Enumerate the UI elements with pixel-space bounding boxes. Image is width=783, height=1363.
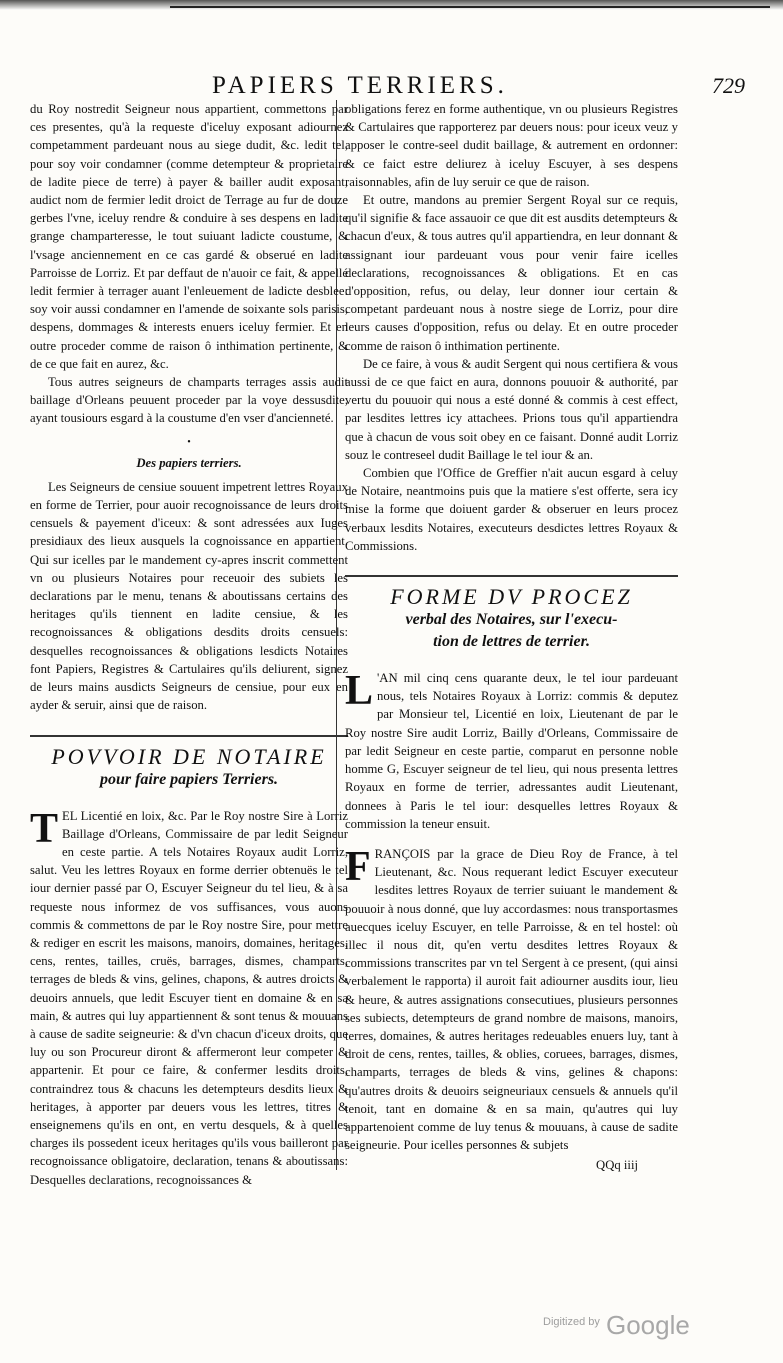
drop-cap: F: [345, 843, 371, 890]
google-watermark: Google: [606, 1310, 690, 1340]
left-column: [30, 100, 348, 1189]
section-rule: [345, 575, 678, 577]
drop-cap: T: [30, 805, 59, 852]
right-column: [345, 100, 678, 1175]
paragraph: obligations ferez en forme authentique, vn ou plusieurs Registres & Cartulaires que rapporterez par deuers nous: pour iceux veuz y apposer le contre-seel dudit baillage, & autrement en ordonner: & ce faict estre deliurez à iceluy Escuyer, à ses despens raisonnables, afin de luy seruir ce que de raison.: [345, 102, 678, 189]
paragraph: Les Seigneurs de censiue souuent impetrent lettres Royaux en forme de Terrier, pour auoir recognoissance de leurs droits censuels & payement d'iceux: & sont adressées aux Iuges presidiaux des lieux ausquels la cognoissance en appartient. Qui sur icelles par le mandement cy-apres inscrit commettent vn ou plusieurs Notaires pour receuoir des subiets les declarations par le menu, tenans & aboutissans certains des heritages qu'ils tiennent en ladite censiue, & les recognoissances & obligations desdits droits censuels: desquelles recognoissances & obligations lesdicts Notaires font Papiers, Registres & Cartulaires qu'ils deliurent, signez de leurs mains ausdicts Seigneurs de censiue, pour eux en ayder & seruir, ainsi que de raison.: [30, 479, 348, 713]
paragraph-with-dropcap: [345, 845, 678, 1154]
paragraph-with-dropcap: [30, 807, 348, 1189]
section-title: FORME DV PROCEZ: [390, 584, 633, 610]
section-subtitle: pour faire papiers Terriers.: [99, 770, 279, 788]
digitized-by-label: Digitized by: [543, 1316, 600, 1328]
paragraph: Combien que l'Office de Greffier n'ait aucun esgard à celuy de Notaire, neantmoins puis que la matiere s'est offerte, sera icy mise la forme que doiuent garder & obseruer en leurs procez verbaux lesdits Notaires, executeurs desdictes lettres Royaux & Commissions.: [345, 466, 678, 553]
section-rule: [30, 735, 348, 737]
ornament-dot: •: [187, 436, 191, 448]
catchword-signature: QQq iiij: [596, 1158, 638, 1173]
paragraph: du Roy nostredit Seigneur nous appartient, commettons par ces presentes, qu'à la requeste d'iceluy exposant adiournez competamment pardeuant nous au siege dudit, &c. ledit tel, pour soy voir condamner (comme detempteur & proprietaire de ladite piece de terre) à payer & bailler audit exposant, audict nom de fermier ledit droict de Terrage au fur de douze gerbes l'vne, iceluy rendre & conduire à ses despens en ladite grange champarteresse, le tout suiuant ladicte coustume, & l'vsage anciennement en ce cas gardé & obserué en ladite Parroisse de Lorriz. Et par deffaut de n'auoir ce fait, & appellé ledit fermier à terrager auant l'enleuement de ladicte desblee: soy voir aussi condamner en l'amende de soixante sols parisis, despens, dommages & interests enuers iceluy fermier. Et en outre proceder comme de raison ô inthimation pertinente, & de ce que fait en aurez, &c.: [30, 102, 348, 371]
page-number: 729: [712, 73, 745, 98]
paragraph-text: EL Licentié en loix, &c. Par le Roy nostre Sire à Lorriz Baillage d'Orleans, Commissaire de par ledit Seigneur en ceste partie. A tels Notaires Royaux audit Lorriz, salut. Veu les lettres Royaux en forme derrier obtenuës le tel iour dernier passé par O, Escuyer Seigneur du tel lieu, & à sa requeste nous informez de vos suffisances, vous auons commis & commettons de par le Roy nostre Sire, pour mettre & rediger en escrit les maisons, manoirs, domaines, heritages, cens, rentes, tailles, cruës, barrages, dismes, champarts, terrages de bleds & vins, gelines, chapons, & autres droicts & deuoirs annuels, que ledit Escuyer tient en domaine & en sa main, & autres qui luy appartiennent & sont tenus & mouuans à cause de sadite seigneurie: & d'vn chacun d'iceux droits, que luy ou son Procureur diront & affermeront leur competer & appartenir. Et pour ce faire, & confermer lesdits droits, contraindrez tous & chacuns les detempteurs desdits lieux & heritages, à apporter par deuers vous les lettres, titres & enseignemens qu'ils en ont, en vertu desquels, & à quelles charges ils possedent iceux heritages qu'ils vous bailleront par recognoissance obligatoire, declaration, tenans & aboutissans: Desquelles declarations, recognoissances &: [30, 808, 348, 1187]
paragraph-text: RANÇOIS par la grace de Dieu Roy de France, à tel Lieutenant, &c. Nous requerant ledict Escuyer executeur lesdites lettres Royaux de terrier suiuant le mandement & pouuoir à nous donné, que luy accordasmes: nous transportasmes auecques iceluy Escuyer, en telle Parroisse, & en tel hostel: où illec il nous dit, qu'en vertu desdites lettres Royaux & commissions transcrites par vn tel Sergent à ce present, (qui ainsi verbalement le rapporta) il auroit fait adiourner ausdits iour, lieu & heure, & autres assignations consecutiues, plusieurs personnes ses subiects, detempteurs de grand nombre de maisons, manoirs, terres, domaines, & autres heritages redeuables enuers luy, tant à droit de cens, rentes, tailles, & oblies, coruees, barrages, dismes, champarts, terrages de bleds & vins, gelines & chapons: qu'autres droits & deuoirs seigneuriaux censuels & annuels qu'il tenoit, tant en domaine & en sa main, qu'autres qui luy appartenoient comme de luy tenus & mouuans, à cause de sadite seigneurie. Pour icelles personnes & subjets: [345, 846, 678, 1153]
running-title: PAPIERS TERRIERS.: [212, 72, 508, 99]
paragraph-with-dropcap: [345, 669, 678, 833]
section-subtitle-line-2: tion de lettres de terrier.: [433, 633, 590, 651]
top-ornament-rule: [170, 0, 770, 8]
section-heading: Des papiers terriers.: [136, 455, 242, 470]
drop-cap: L: [345, 668, 374, 715]
paragraph: De ce faire, à vous & audit Sergent qui nous certifiera & vous aussi de ce que faict en aura, donnons pouuoir & authorité, par vertu du pouuoir qui nous a esté donné & commis à cest effect, par lesdites lettres icy attachees. Prions tous qu'il appartiendra que à chacun de vous soit obey en ce faisant. Donné audit Lorriz souz le contreseel dudit Baillage le tel iour & an.: [345, 356, 678, 462]
paragraph-text: 'AN mil cinq cens quarante deux, le tel iour pardeuant nous, tels Notaires Royaux à Lorriz: commis & deputez par Monsieur tel, Licentié en loix, Lieutenant de par le Roy nostre Sire audit Lorriz, Bailly d'Orleans, Commissaire de par ledit Seigneur en ceste partie, comparut en personne noble homme G, Escuyer seigneur de tel lieu, qui nous presenta lettres Royaux en forme de terrier, adressantes audit Lieutenant, donnees à Paris le tel iour: desquelles lettres Royaux & commission la teneur ensuit.: [345, 671, 678, 831]
paragraph: Et outre, mandons au premier Sergent Royal sur ce requis, qu'il signifie & face assauoir ce que dit est ausdits detempteurs & chacun d'eux, & tous autres qu'il appartiendra, en leur donnant & assignant iour pardeuant vous pour venir faire icelles declarations, recognoissances & obligations. Et en cas d'opposition, refus, ou delay, leur donner iour certain & competant pardeuant nous à nostre siege de Lorriz, pour dire leurs causes d'opposition, refus ou delay. Et en outre proceder comme de raison ô inthimation pertinente.: [345, 193, 678, 353]
section-subtitle-line-1: verbal des Notaires, sur l'execu-: [405, 611, 618, 629]
paragraph: Tous autres seigneurs de champarts terrages assis audit baillage d'Orleans peuuent proceder par la voye dessusdite, ayant tousiours esgard à la coustume d'en vser d'ancienneté.: [30, 375, 348, 426]
section-title: POVVOIR DE NOTAIRE: [51, 743, 327, 769]
